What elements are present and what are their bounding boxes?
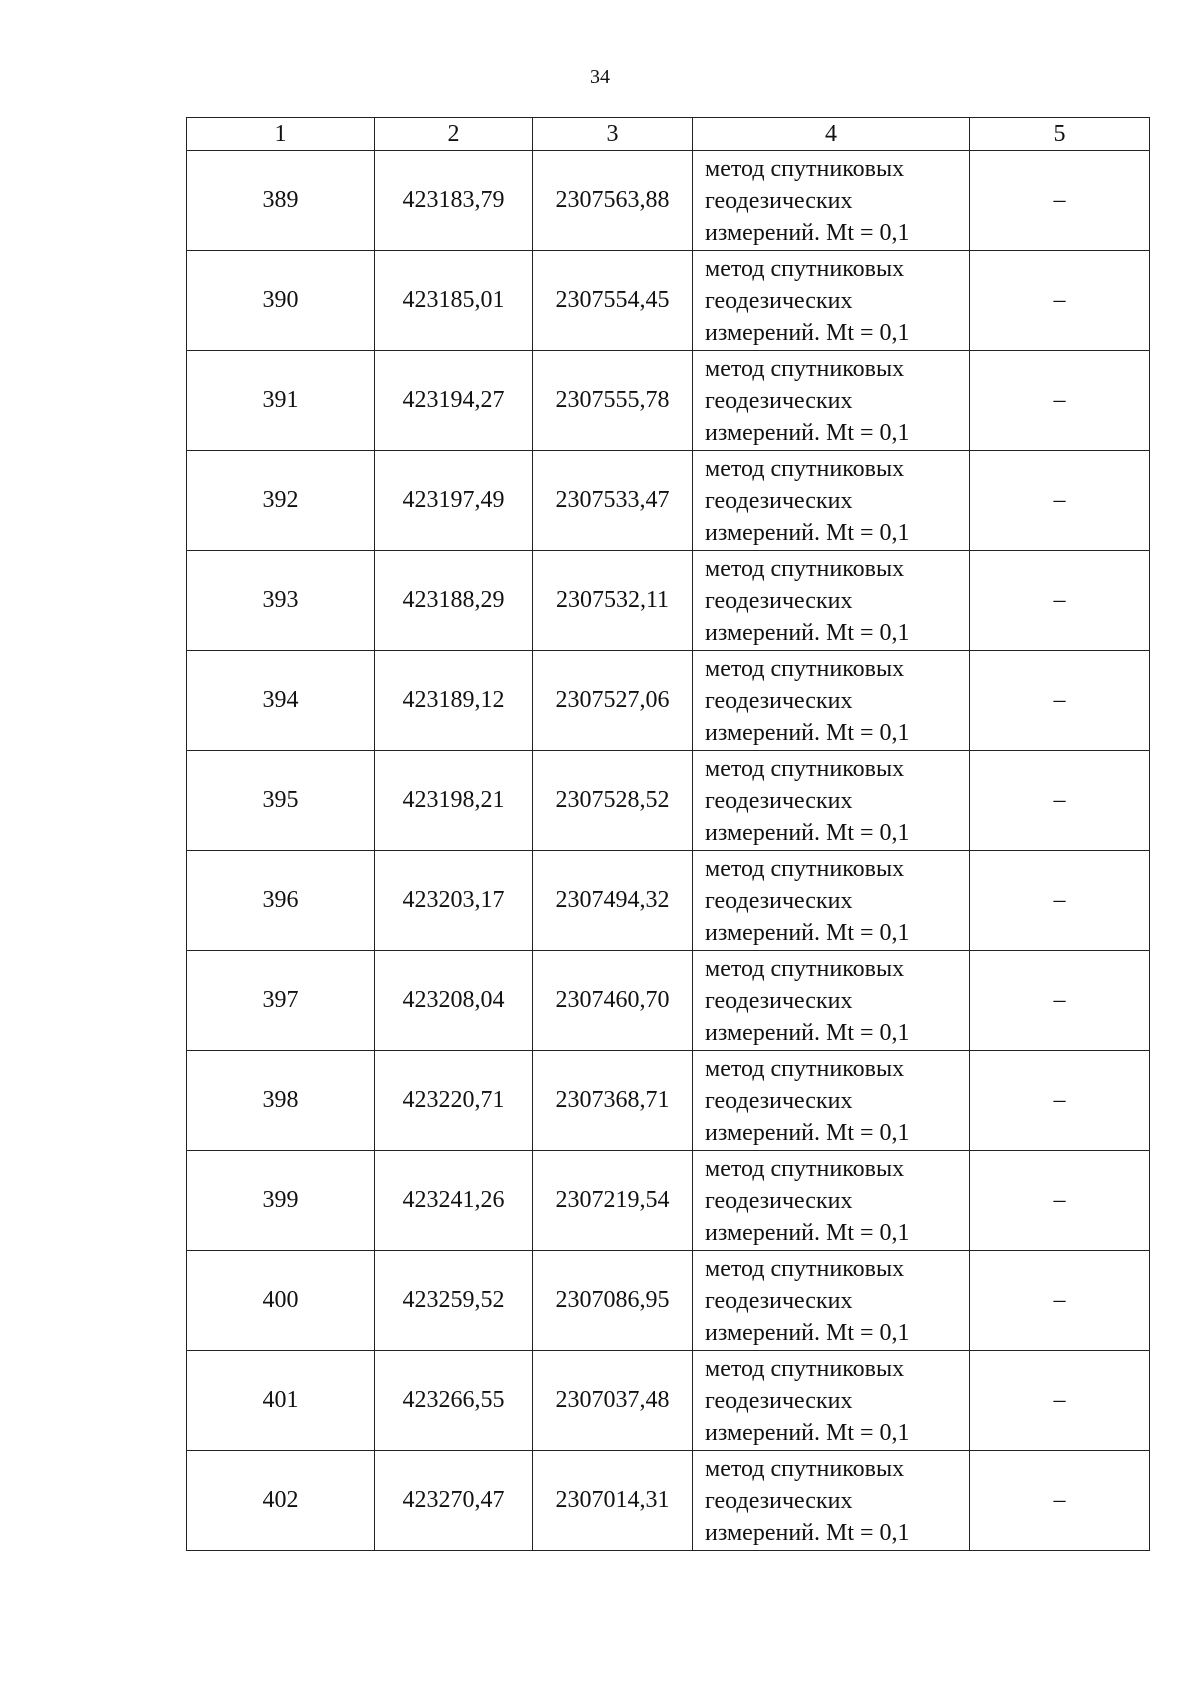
method-text-line: измерений. Mt = 0,1 bbox=[705, 1519, 910, 1546]
header-col-5: 5 bbox=[970, 118, 1150, 151]
coordinate-x-cell: 423198,21 bbox=[375, 751, 533, 851]
method-text-line: измерений. Mt = 0,1 bbox=[705, 719, 910, 746]
table-row bbox=[187, 751, 1150, 851]
method-text-line: геодезических bbox=[705, 887, 853, 914]
method-text-line: метод спутниковых bbox=[705, 1255, 905, 1282]
method-text-line: измерений. Mt = 0,1 bbox=[705, 1219, 910, 1246]
method-text-line: геодезических bbox=[705, 1087, 853, 1114]
method-text-line: метод спутниковых bbox=[705, 1355, 905, 1382]
method-text-line: метод спутниковых bbox=[705, 955, 905, 982]
method-text-line: измерений. Mt = 0,1 bbox=[705, 819, 910, 846]
coordinate-x-cell: 423259,52 bbox=[375, 1251, 533, 1351]
method-text-line: измерений. Mt = 0,1 bbox=[705, 219, 910, 246]
method-text-line: метод спутниковых bbox=[705, 555, 905, 582]
method-cell bbox=[693, 951, 970, 1051]
coordinate-y-cell: 2307460,70 bbox=[533, 951, 693, 1051]
method-text-line: метод спутниковых bbox=[705, 1155, 905, 1182]
method-text-line: геодезических bbox=[705, 787, 853, 814]
coordinate-x-cell: 423270,47 bbox=[375, 1451, 533, 1551]
method-text-line: метод спутниковых bbox=[705, 655, 905, 682]
table-row bbox=[187, 851, 1150, 951]
coordinate-y-cell: 2307533,47 bbox=[533, 451, 693, 551]
method-text-line: геодезических bbox=[705, 987, 853, 1014]
method-text-line: метод спутниковых bbox=[705, 455, 905, 482]
table-row bbox=[187, 1451, 1150, 1551]
method-cell bbox=[693, 1251, 970, 1351]
method-text-line: измерений. Mt = 0,1 bbox=[705, 1119, 910, 1146]
coordinate-x-cell: 423266,55 bbox=[375, 1351, 533, 1451]
method-cell bbox=[693, 651, 970, 751]
coordinate-y-cell: 2307528,52 bbox=[533, 751, 693, 851]
description-cell: – bbox=[970, 151, 1150, 251]
point-number-cell: 401 bbox=[187, 1351, 375, 1451]
coordinate-x-cell: 423220,71 bbox=[375, 1051, 533, 1151]
method-text-line: измерений. Mt = 0,1 bbox=[705, 1419, 910, 1446]
description-cell: – bbox=[970, 651, 1150, 751]
method-text-line: геодезических bbox=[705, 287, 853, 314]
header-col-1: 1 bbox=[187, 118, 375, 151]
description-cell: – bbox=[970, 1251, 1150, 1351]
point-number-cell: 397 bbox=[187, 951, 375, 1051]
table-row bbox=[187, 1151, 1150, 1251]
method-text-line: измерений. Mt = 0,1 bbox=[705, 619, 910, 646]
point-number-cell: 400 bbox=[187, 1251, 375, 1351]
coordinate-x-cell: 423189,12 bbox=[375, 651, 533, 751]
method-text-line: метод спутниковых bbox=[705, 155, 905, 182]
coordinate-y-cell: 2307037,48 bbox=[533, 1351, 693, 1451]
coordinates-table bbox=[186, 117, 1150, 1551]
table-row bbox=[187, 551, 1150, 651]
description-cell: – bbox=[970, 1351, 1150, 1451]
description-cell: – bbox=[970, 1451, 1150, 1551]
point-number-cell: 396 bbox=[187, 851, 375, 951]
method-text-line: геодезических bbox=[705, 1487, 853, 1514]
point-number-cell: 391 bbox=[187, 351, 375, 451]
method-text-line: геодезических bbox=[705, 1387, 853, 1414]
method-cell bbox=[693, 1051, 970, 1151]
coordinate-x-cell: 423197,49 bbox=[375, 451, 533, 551]
method-text-line: геодезических bbox=[705, 1187, 853, 1214]
method-text-line: измерений. Mt = 0,1 bbox=[705, 419, 910, 446]
method-text-line: метод спутниковых bbox=[705, 355, 905, 382]
method-text-line: метод спутниковых bbox=[705, 1455, 905, 1482]
coordinate-x-cell: 423194,27 bbox=[375, 351, 533, 451]
coordinate-x-cell: 423208,04 bbox=[375, 951, 533, 1051]
method-cell bbox=[693, 351, 970, 451]
method-text-line: геодезических bbox=[705, 587, 853, 614]
method-cell bbox=[693, 1451, 970, 1551]
method-text-line: геодезических bbox=[705, 487, 853, 514]
method-text-line: измерений. Mt = 0,1 bbox=[705, 919, 910, 946]
coordinate-x-cell: 423241,26 bbox=[375, 1151, 533, 1251]
coordinate-y-cell: 2307086,95 bbox=[533, 1251, 693, 1351]
coordinate-y-cell: 2307532,11 bbox=[533, 551, 693, 651]
point-number-cell: 392 bbox=[187, 451, 375, 551]
coordinate-y-cell: 2307527,06 bbox=[533, 651, 693, 751]
method-cell bbox=[693, 1351, 970, 1451]
method-text-line: геодезических bbox=[705, 687, 853, 714]
table-row bbox=[187, 951, 1150, 1051]
table-row bbox=[187, 651, 1150, 751]
method-cell bbox=[693, 851, 970, 951]
method-text-line: геодезических bbox=[705, 387, 853, 414]
method-text-line: измерений. Mt = 0,1 bbox=[705, 1019, 910, 1046]
page-number: 34 bbox=[590, 66, 610, 88]
point-number-cell: 390 bbox=[187, 251, 375, 351]
table-row bbox=[187, 351, 1150, 451]
description-cell: – bbox=[970, 1051, 1150, 1151]
coordinate-y-cell: 2307554,45 bbox=[533, 251, 693, 351]
description-cell: – bbox=[970, 1151, 1150, 1251]
method-text-line: измерений. Mt = 0,1 bbox=[705, 319, 910, 346]
description-cell: – bbox=[970, 751, 1150, 851]
method-cell bbox=[693, 751, 970, 851]
point-number-cell: 402 bbox=[187, 1451, 375, 1551]
coordinate-y-cell: 2307219,54 bbox=[533, 1151, 693, 1251]
method-text-line: геодезических bbox=[705, 187, 853, 214]
method-cell bbox=[693, 251, 970, 351]
point-number-cell: 398 bbox=[187, 1051, 375, 1151]
table-row bbox=[187, 251, 1150, 351]
table-row bbox=[187, 1251, 1150, 1351]
table-body bbox=[187, 151, 1150, 1551]
description-cell: – bbox=[970, 351, 1150, 451]
header-col-3: 3 bbox=[533, 118, 693, 151]
coordinate-y-cell: 2307494,32 bbox=[533, 851, 693, 951]
point-number-cell: 399 bbox=[187, 1151, 375, 1251]
table-row bbox=[187, 1351, 1150, 1451]
method-text-line: измерений. Mt = 0,1 bbox=[705, 519, 910, 546]
description-cell: – bbox=[970, 851, 1150, 951]
description-cell: – bbox=[970, 551, 1150, 651]
coordinate-y-cell: 2307563,88 bbox=[533, 151, 693, 251]
method-text-line: геодезических bbox=[705, 1287, 853, 1314]
method-cell bbox=[693, 551, 970, 651]
description-cell: – bbox=[970, 251, 1150, 351]
header-row bbox=[187, 118, 1150, 151]
header-col-2: 2 bbox=[375, 118, 533, 151]
method-text-line: метод спутниковых bbox=[705, 1055, 905, 1082]
point-number-cell: 395 bbox=[187, 751, 375, 851]
header-col-4: 4 bbox=[693, 118, 970, 151]
method-text-line: метод спутниковых bbox=[705, 755, 905, 782]
table-row bbox=[187, 151, 1150, 251]
coordinate-x-cell: 423185,01 bbox=[375, 251, 533, 351]
description-cell: – bbox=[970, 451, 1150, 551]
table-row bbox=[187, 1051, 1150, 1151]
coordinate-y-cell: 2307555,78 bbox=[533, 351, 693, 451]
method-text-line: измерений. Mt = 0,1 bbox=[705, 1319, 910, 1346]
coordinate-y-cell: 2307014,31 bbox=[533, 1451, 693, 1551]
table-row bbox=[187, 451, 1150, 551]
coordinate-x-cell: 423188,29 bbox=[375, 551, 533, 651]
table-header bbox=[187, 118, 1150, 151]
method-text-line: метод спутниковых bbox=[705, 855, 905, 882]
coordinate-x-cell: 423183,79 bbox=[375, 151, 533, 251]
coordinate-y-cell: 2307368,71 bbox=[533, 1051, 693, 1151]
point-number-cell: 389 bbox=[187, 151, 375, 251]
point-number-cell: 394 bbox=[187, 651, 375, 751]
method-text-line: метод спутниковых bbox=[705, 255, 905, 282]
point-number-cell: 393 bbox=[187, 551, 375, 651]
method-cell bbox=[693, 151, 970, 251]
coordinates-table-container bbox=[186, 117, 1149, 1551]
method-cell bbox=[693, 1151, 970, 1251]
method-cell bbox=[693, 451, 970, 551]
coordinate-x-cell: 423203,17 bbox=[375, 851, 533, 951]
description-cell: – bbox=[970, 951, 1150, 1051]
